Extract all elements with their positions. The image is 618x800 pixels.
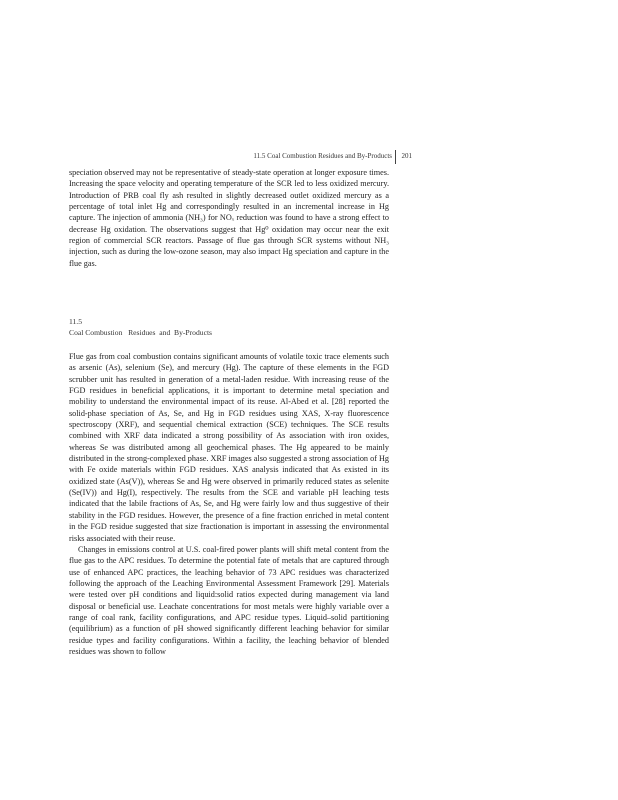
section-title: Coal Combustion Residues and By-Products (69, 328, 213, 337)
body-paragraph-2: Changes in emissions control at U.S. coal-fired power plants will shift metal content from the flue gas to the APC residues. To determine the potential fate of metals that are captured through use of enhanced APC practices, the leaching behavior of 73 APC residues was characterized following the approach of the Leaching Environmental Assessment Framework [29]. Materials were tested over pH conditions and liquid:solid ratios expected during management via land disposal or beneficial use. Leachate concentrations for most metals were highly variable over a range of coal rank, facility configurations, and APC residue types. Liquid–solid partitioning (equilibrium) as a function of pH showed significantly different leaching behavior for similar residue types and facility configurations. Within a facility, the leaching behavior of blended residues was shown to follow (69, 544, 389, 656)
section-heading (69, 316, 389, 338)
page-number: 201 (401, 152, 412, 160)
running-title: 11.5 Coal Combustion Residues and By-Products (253, 152, 392, 160)
section-body (69, 351, 389, 657)
running-header (200, 151, 412, 165)
header-divider (395, 150, 396, 164)
section-number: 11.5 (69, 317, 83, 326)
intro-paragraph: speciation observed may not be representative of steady-state operation at longer exposure times. Increasing the space velocity and operating temperature of the SCR led to less oxidized mercury. Introduction of PRB coal fly ash resulted in slightly decreased outlet oxidized mercury as a percentage of total inlet Hg and correspondingly resulted in an incremental increase in Hg capture. The injection of ammonia (NH₃) for NOₓ reduction was found to have a strong effect to decrease Hg oxidation. The observations suggest that Hg⁰ oxidation may occur near the exit region of commercial SCR reactors. Passage of flue gas through SCR systems without NH₃ injection, such as during the low-ozone season, may also impact Hg speciation and capture in the flue gas. (69, 168, 389, 268)
body-paragraph-1: Flue gas from coal combustion contains significant amounts of volatile toxic trace elements such as arsenic (As), selenium (Se), and mercury (Hg). The capture of these elements in the FGD scrubber unit has resulted in generation of a metal-laden residue. With increasing reuse of the FGD residues in beneficial applications, it is important to determine metal speciation and mobility to understand the environmental impact of its reuse. Al-Abed et al. [28] reported the solid-phase speciation of As, Se, and Hg in FGD residues using XAS, X-ray fluorescence spectroscopy (XRF), and sequential chemical extraction (SCE) techniques. The SCE results combined with XRF data indicated a strong possibility of As association with iron oxides, whereas Se was distributed among all geochemical phases. The Hg appeared to be mainly distributed in the strong-complexed phase. XRF images also suggested a strong association of Hg with Fe oxide materials within FGD residues. XAS analysis indicated that As existed in its oxidized state (As(V)), whereas Se and Hg were observed in primarily reduced states as selenite (Se(IV)) and Hg(I), respectively. The results from the SCE and variable pH leaching tests indicated that the labile fractions of As, Se, and Hg were fairly low and thus suggestive of their stability in the FGD residues. However, the presence of a fine fraction enriched in metal content in the FGD residue suggested that size fractionation is important in assessing the environmental risks associated with their reuse. (69, 352, 389, 543)
intro-text-block (69, 167, 389, 269)
